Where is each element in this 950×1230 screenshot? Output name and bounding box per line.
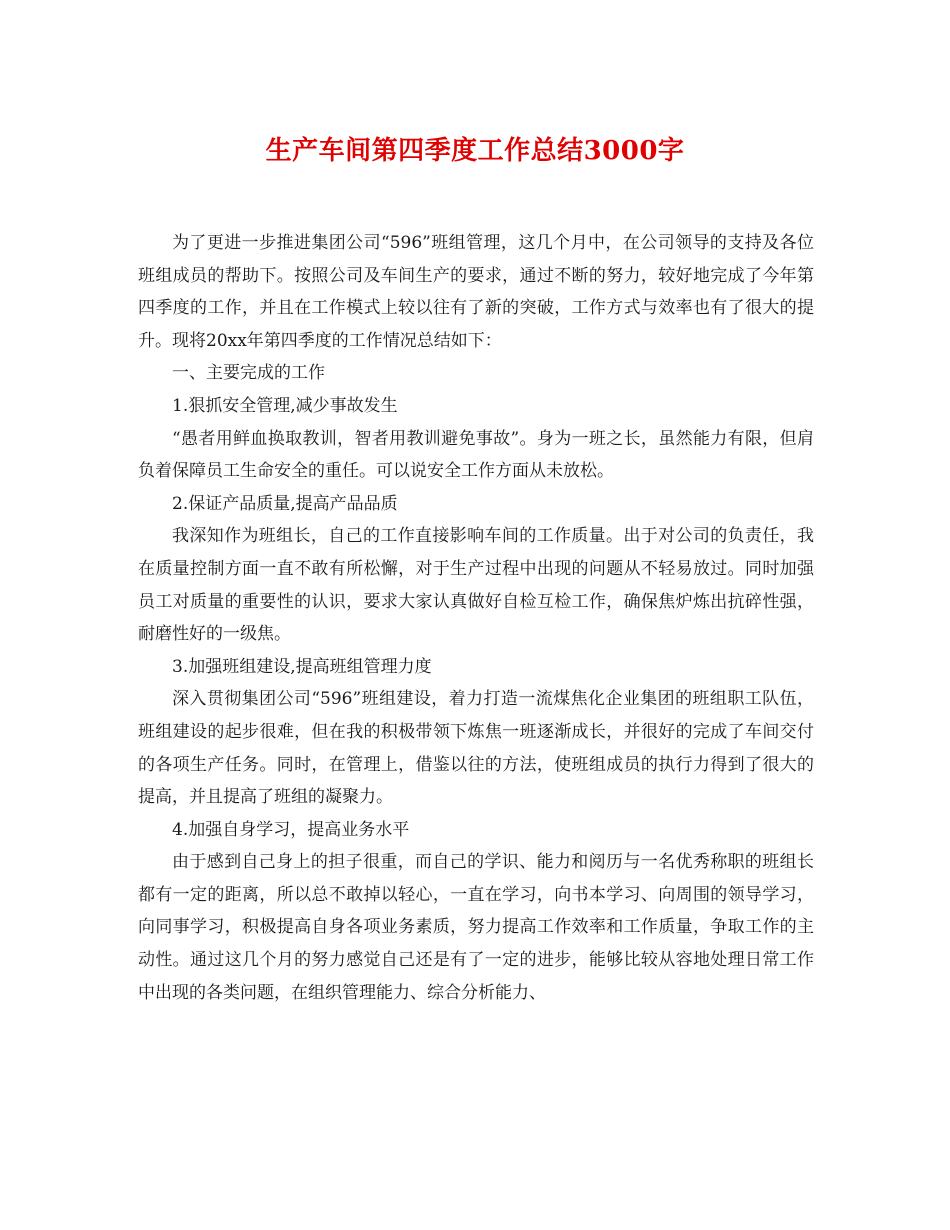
paragraph: 由于感到自己身上的担子很重，而自己的学识、能力和阅历与一名优秀称职的班组长都有一定的距离，所以总不敢掉以轻心，一直在学习，向书本学习、向周围的领导学习，向同事学习，积极提高自身各项业务素质，努力提高工作效率和工作质量，争取工作的主动性。通过这几个月的努力感觉自己还是有了一定的进步，能够比较从容地处理日常工作中出现的各类问题，在组织管理能力、综合分析能力、 xyxy=(138,852,814,1003)
subsection-heading: 3.加强班组建设,提高班组管理力度 xyxy=(172,656,432,677)
document-title: 生产车间第四季度工作总结3000字 xyxy=(265,136,685,166)
paragraph: 深入贯彻集团公司“596”班组建设，着力打造一流煤焦化企业集团的班组职工队伍，班组建设的起步很难，但在我的积极带领下炼焦一班逐渐成长，并很好的完成了车间交付的各项生产任务。同时，在管理上，借鉴以往的方法，使班组成员的执行力得到了很大的提高，并且提高了班组的凝聚力。 xyxy=(138,689,814,808)
subsection-heading: 4.加强自身学习，提高业务水平 xyxy=(172,819,410,840)
subsection-heading: 2.保证产品质量,提高产品品质 xyxy=(172,493,398,514)
paragraph: 我深知作为班组长，自己的工作直接影响车间的工作质量。出于对公司的负责任，我在质量控制方面一直不敢有所松懈，对于生产过程中出现的问题从不轻易放过。同时加强员工对质量的重要性的认识，要求大家认真做好自检互检工作，确保焦炉炼出抗碎性强，耐磨性好的一级焦。 xyxy=(138,526,814,645)
document-body xyxy=(138,227,814,1009)
paragraph: 为了更进一步推进集团公司“596”班组管理，这几个月中，在公司领导的支持及各位班组成员的帮助下。按照公司及车间生产的要求，通过不断的努力，较好地完成了今年第四季度的工作，并且在工作模式上较以往有了新的突破，工作方式与效率也有了很大的提升。现将20xx年第四季度的工作情况总结如下： xyxy=(138,233,814,351)
subsection-heading: 1.狠抓安全管理,减少事故发生 xyxy=(172,395,398,416)
paragraph: “愚者用鲜血换取教训，智者用教训避免事故”。身为一班之长，虽然能力有限，但肩负着保障员工生命安全的重任。可以说安全工作方面从未放松。 xyxy=(138,428,814,482)
section-heading: 一、主要完成的工作 xyxy=(172,363,325,384)
